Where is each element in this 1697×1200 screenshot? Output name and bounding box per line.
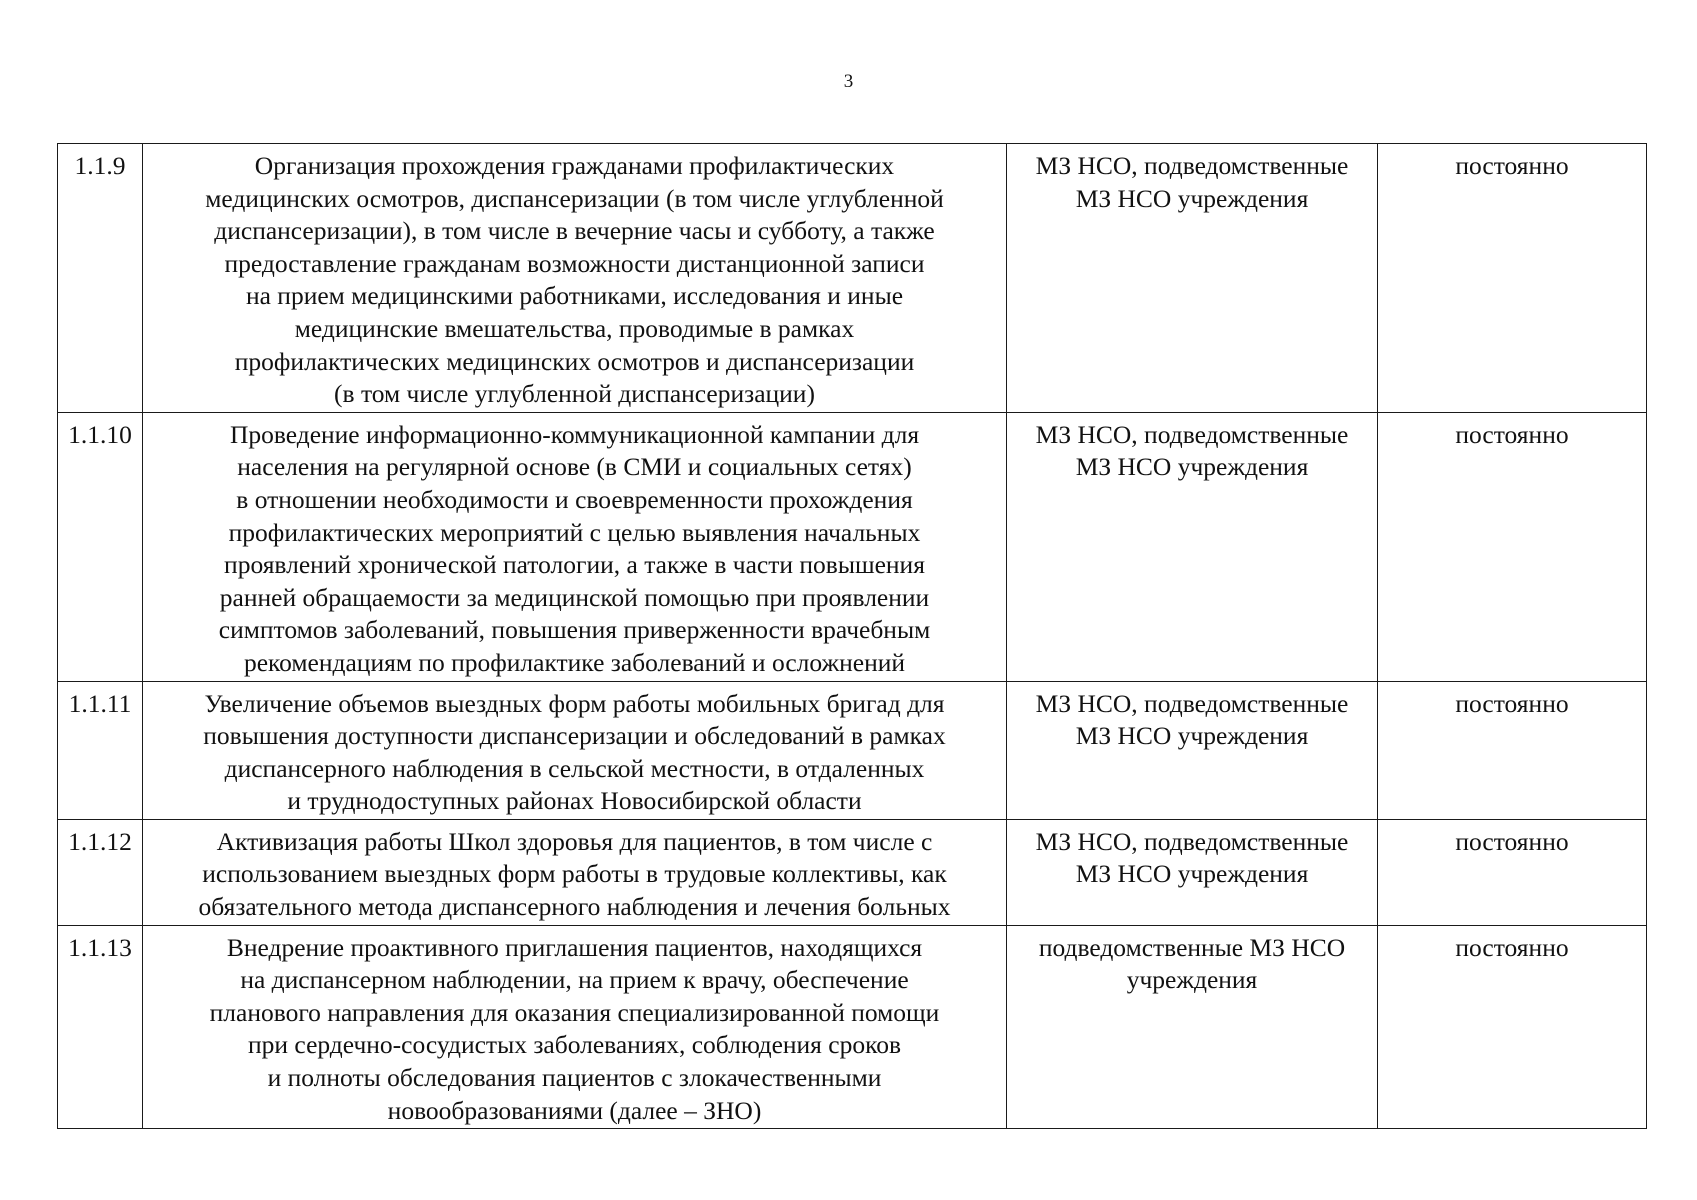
responsible-line: МЗ НСО, подведомственные <box>1035 688 1349 718</box>
description-line: на прием медицинскими работниками, исследования и иные <box>245 281 904 311</box>
table-row <box>58 925 1647 1129</box>
description-line: на диспансерном наблюдении, на прием к врачу, обеспечение <box>240 965 909 995</box>
description-line: использованием выездных форм работы в трудовые коллективы, как <box>202 859 947 889</box>
responsible-line: МЗ НСО учреждения <box>1075 859 1309 889</box>
description-line: симптомов заболеваний, повышения приверженности врачебным <box>218 615 931 645</box>
description-line: диспансеризации), в том числе в вечерние часы и субботу, а также <box>214 216 935 246</box>
description-line: планового направления для оказания специализированной помощи <box>209 997 940 1027</box>
term-cell: постоянно <box>1378 144 1647 413</box>
description-line: Увеличение объемов выездных форм работы мобильных бригад для <box>204 688 945 718</box>
responsible-cell <box>1007 819 1378 925</box>
description-line: и труднодоступных районах Новосибирской области <box>287 786 862 816</box>
table-row <box>58 412 1647 681</box>
responsible-line: МЗ НСО учреждения <box>1075 721 1309 751</box>
row-number-cell: 1.1.11 <box>58 681 143 819</box>
measure-description-cell <box>143 144 1007 413</box>
description-line: профилактических мероприятий с целью выявления начальных <box>228 517 921 547</box>
measures-table <box>57 143 1647 1129</box>
description-line: проявлений хронической патологии, а также в части повышения <box>224 550 925 580</box>
measure-description-cell <box>143 925 1007 1129</box>
description-line: новообразованиями (далее – ЗНО) <box>387 1095 762 1125</box>
description-line: Проведение информационно-коммуникационной кампании для <box>229 419 920 449</box>
description-line: диспансерного наблюдения в сельской местности, в отдаленных <box>224 753 925 783</box>
description-line: рекомендациям по профилактике заболеваний и осложнений <box>243 647 906 677</box>
description-line: предоставление гражданам возможности дистанционной записи <box>224 248 925 278</box>
responsible-line: учреждения <box>1126 965 1258 995</box>
description-line: ранней обращаемости за медицинской помощью при проявлении <box>219 582 930 612</box>
measure-description-cell <box>143 412 1007 681</box>
table-row <box>58 681 1647 819</box>
row-number-cell: 1.1.9 <box>58 144 143 413</box>
description-line: профилактических медицинских осмотров и диспансеризации <box>234 346 915 376</box>
term-cell: постоянно <box>1378 412 1647 681</box>
responsible-cell <box>1007 925 1378 1129</box>
responsible-cell <box>1007 144 1378 413</box>
table-row <box>58 819 1647 925</box>
responsible-cell <box>1007 412 1378 681</box>
table-row <box>58 144 1647 413</box>
row-number-cell: 1.1.13 <box>58 925 143 1129</box>
description-line: медицинских осмотров, диспансеризации (в том числе углубленной <box>205 183 944 213</box>
responsible-line: МЗ НСО учреждения <box>1075 183 1309 213</box>
responsible-line: МЗ НСО, подведомственные <box>1035 151 1349 180</box>
description-line: населения на регулярной основе (в СМИ и социальных сетях) <box>237 452 912 482</box>
responsible-line: подведомственные МЗ НСО <box>1038 932 1346 962</box>
measure-description-cell <box>143 819 1007 925</box>
responsible-line: МЗ НСО учреждения <box>1075 452 1309 482</box>
description-line: Организация прохождения гражданами профилактических <box>254 151 895 180</box>
responsible-cell <box>1007 681 1378 819</box>
row-number-cell: 1.1.10 <box>58 412 143 681</box>
responsible-line: МЗ НСО, подведомственные <box>1035 826 1349 856</box>
term-cell: постоянно <box>1378 681 1647 819</box>
description-line: и полноты обследования пациентов с злокачественными <box>267 1063 882 1093</box>
measure-description-cell <box>143 681 1007 819</box>
row-number-cell: 1.1.12 <box>58 819 143 925</box>
responsible-line: МЗ НСО, подведомственные <box>1035 419 1349 449</box>
description-line: медицинские вмешательства, проводимые в рамках <box>294 313 855 343</box>
description-line: Активизация работы Школ здоровья для пациентов, в том числе с <box>216 826 933 856</box>
page-number: 3 <box>843 71 854 92</box>
description-line: обязательного метода диспансерного наблюдения и лечения больных <box>198 892 951 922</box>
term-cell: постоянно <box>1378 925 1647 1129</box>
term-cell: постоянно <box>1378 819 1647 925</box>
description-line: повышения доступности диспансеризации и обследований в рамках <box>203 721 946 751</box>
description-line: при сердечно-сосудистых заболеваниях, соблюдения сроков <box>248 1030 901 1060</box>
description-line: Внедрение проактивного приглашения пациентов, находящихся <box>226 932 923 962</box>
description-line: в отношении необходимости и своевременности прохождения <box>236 484 913 514</box>
description-line: (в том числе углубленной диспансеризации) <box>334 379 815 409</box>
